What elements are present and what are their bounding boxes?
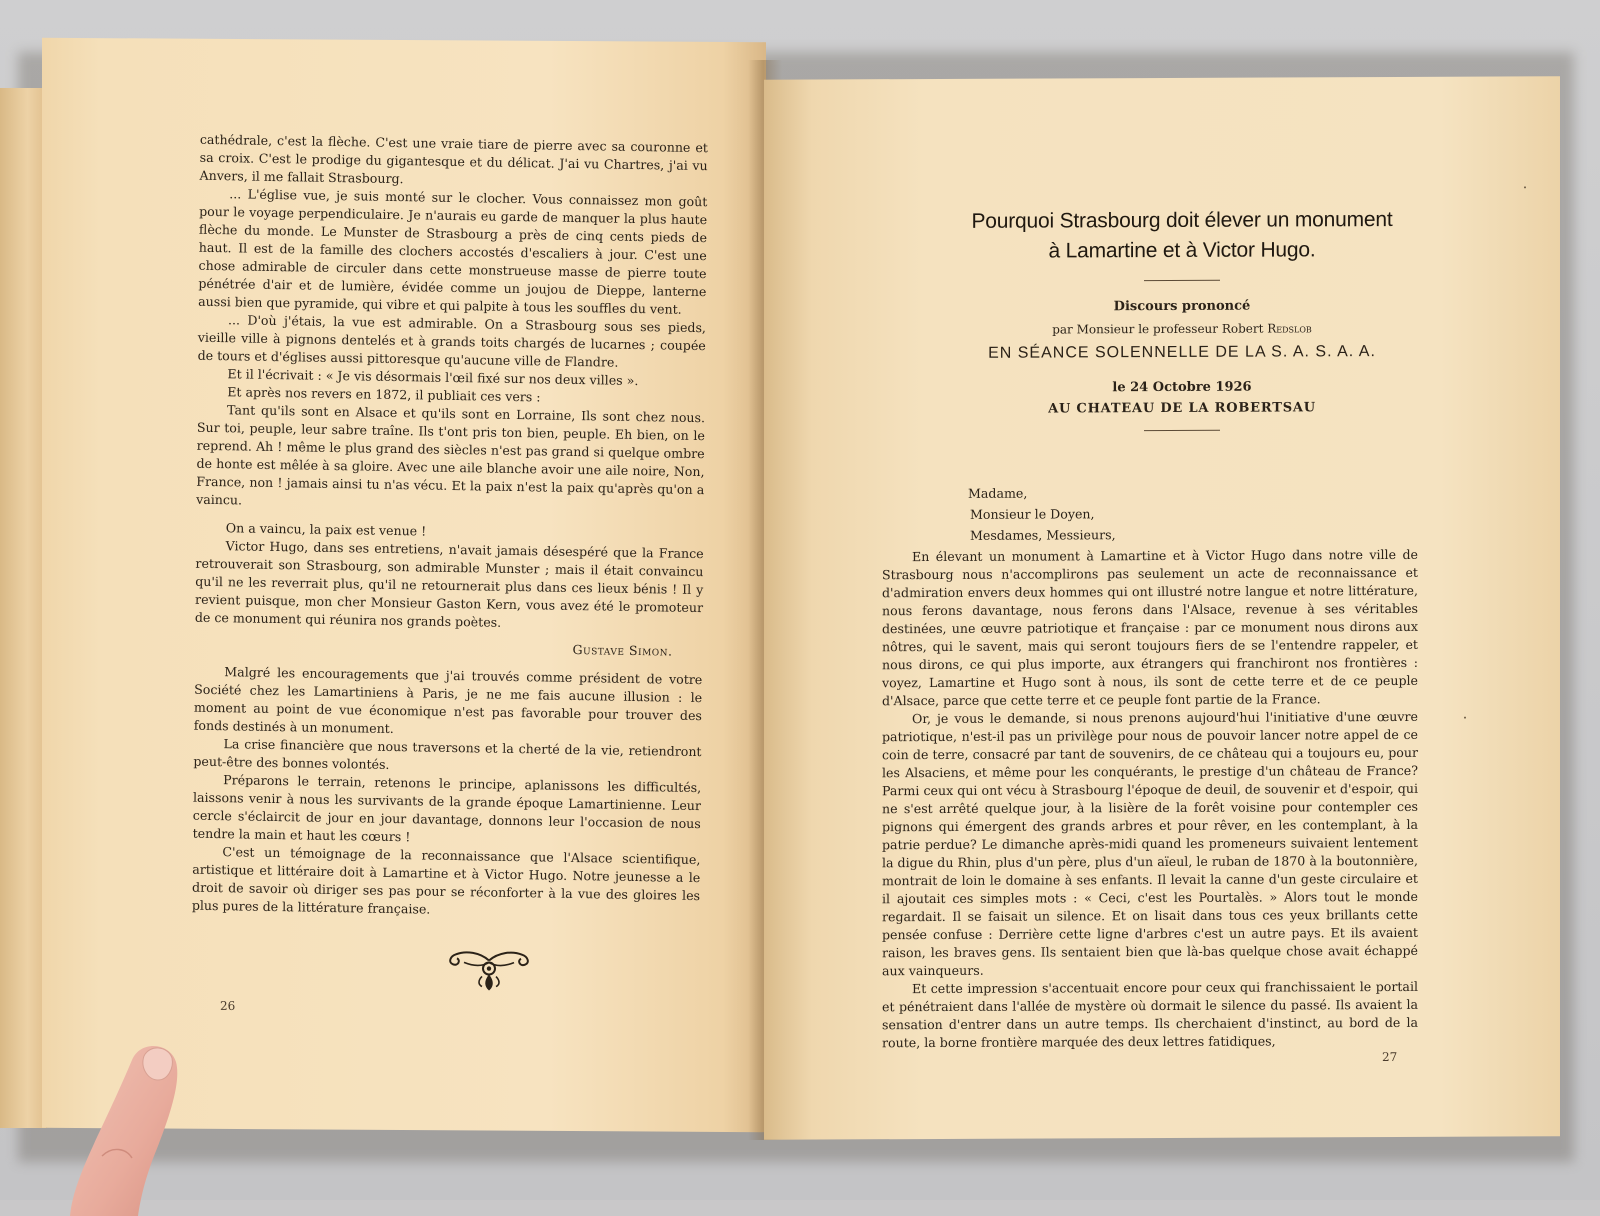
book-page-edges	[0, 88, 47, 1128]
page-number-right: 27	[1382, 1049, 1398, 1065]
salutations	[968, 482, 1116, 546]
salutation-doyen: Monsieur le Doyen,	[970, 506, 1095, 522]
subtitle-par: par Monsieur le professeur Robert	[1052, 321, 1264, 337]
salutation-madame: Madame,	[968, 485, 1028, 501]
left-paragraph-1: cathédrale, c'est la flèche. C'est une vraie tiare de pierre avec sa couronne et sa croix. C'est le prodige du gigantesque et du délicat. J'ai vu Chartres, j'ai vu Anvers, il me fallait Strasbourg.	[199, 131, 708, 187]
left-page	[42, 38, 766, 1132]
subtitle-discours: Discours prononcé	[1113, 298, 1251, 315]
left-page-text	[192, 131, 708, 923]
right-paragraph-2: Or, je vous le demande, si nous prenons aujourd'hui l'initiative d'une œuvre patriotique, n'est-il pas un privilège pour nous de pouvoir lancer notre appel de ce coin de terre, consacré par tant de souvenirs, de ce château qui a toujours eu, pour les Alsaciens, et même pour les conquérants, le prestige d'un château de France? Parmi ceux qui ont vécu à Strasbourg l'époque de deuil, de souvenir et d'espoir, qui ne s'est arrêté quelque jour, à la lisière de la forêt voisine pour contempler ces pignons qui émergent des grands arbres et pour rêver, en les contemplant, à la patrie perdue? Le dimanche après-midi quand les promeneurs suivaient lentement la digue du Rhin, plus d'un père, plus d'un aïeul, le ruban de 1870 à la boutonnière, montrait de loin le domaine à ses enfants. Il levait la canne d'un geste circulaire et il ajoutait ces simples mots : « Ceci, c'est les Pourtalès. » Alors tout le monde regardait. Il se faisait un silence. Et on lisait dans tous ces yeux brillants cette pensée confuse : Derrière cette ligne d'arbres c'est un autre pays. Et ils avaient raison, les braves gens. Ils sentaient bien que là-bas quelque chose avait échappé aux vainqueurs.	[882, 708, 1418, 979]
left-paragraph-11: Préparons le terrain, retenons le principe, aplanissons les difficultés, laissons venir à nous les survivants de la grande époque Lamartinienne. Leur cercle s'éclaircit de jour en jour davantage, donnons leur l'occasion de nous tendre la main et haut les cœurs !	[192, 772, 702, 845]
left-paragraph-3: ... D'où j'étais, la vue est admirable. On a Strasbourg sous ses pieds, vieille ville à pignons dentelés et à grands toits chargés de lucarnes ; coupée de tours et d'églises aussi pittoresque qu'aucune ville de Flandre.	[197, 312, 707, 370]
paper-speck	[1464, 717, 1466, 719]
title-line-1: Pourquoi Strasbourg doit élever un monument	[971, 207, 1393, 233]
left-paragraph-10: La crise financière que nous traversons et la cherté de la vie, retiendront peut-être des bonnes volontés.	[193, 736, 702, 772]
left-paragraph-6: Tant qu'ils sont en Alsace et qu'ils sont en Lorraine, Ils sont chez nous. Sur toi, peuple, leur sabre traîne. Ils t'ont pris ton bien, peuple. Eh bien, on le reprend. Ah ! même le plus grand des siècles n'est pas grand si quelque ombre de honte est mêlée à sa gloire. Avec une aile blanche avoir une aile noire, Non, France, non ! jamais ainsi tu n'as vécu. Et la paix n'est la paix qu'après qu'on a vaincu.	[196, 402, 706, 508]
subtitle-speaker	[892, 321, 1472, 338]
right-paragraph-1: En élevant un monument à Lamartine et à Victor Hugo dans notre ville de Strasbourg nous n'accomplirons pas seulement un acte de reconnaissance et d'admiration envers deux hommes qui ont illustré notre langue et notre littérature, nous ferons davantage, nous ferons dans l'Alsace, revenue à ses véritables destinées, une œuvre patriotique et française : par ce monument nous dirons aux nôtres, qui le savent, mais qui seront toujours fiers de se l'entendre rappeler, et nous dirons, ce qui plus importe, aux étrangers qui franchiront nos frontières : voyez, Lamartine et Hugo sont à nous, ils sont de cette terre et de ce peuple d'Alsace, parce que cette terre et ce peuple font partie de la France.	[882, 546, 1418, 709]
left-paragraph-12: C'est un témoignage de la reconnaissance que l'Alsace scientifique, artistique et littéraire doit à Lamartine et à Victor Hugo. Notre jeunesse a le droit de savoir où diriger ses pas pour se réconforter à la vue des gloires les plus pures de la littérature française.	[191, 844, 701, 917]
right-page-text	[882, 546, 1418, 1052]
right-paragraph-3: Et cette impression s'accentuait encore pour ceux qui franchissaient le portail et pénétraient dans l'allée de mystère où dormait le silence du passé. Ils avaient la sensation d'entrer dans un autre temps. Ils cherchaient d'instinct, au bord de la route, la borne frontière marquée des deux lettres fatidiques,	[882, 978, 1418, 1051]
signature-gustave-simon: Gustave Simon.	[572, 641, 673, 659]
left-paragraph-2: ... L'église vue, je suis monté sur le clocher. Vous connaissez mon goût pour le voyage perpendiculaire. Je n'aurais eu garde de manquer la plus haute flèche du monde. Le Munster de Strasbourg a près de cinq cents pieds de haut. Il est de la famille des clochers accostés d'escaliers à jour. C'est une chose admirable de circuler dans cette monstrueuse masse de pierre toute pénétrée d'air et de lumière, évidée comme un joujou de Dieppe, lanterne aussi bien que pyramide, qui vibre et qui palpite à tous les souffles du vent.	[198, 186, 708, 317]
subtitle-date: le 24 Octobre 1926	[1112, 379, 1252, 396]
subtitle-place: AU CHATEAU DE LA ROBERTSAU	[1048, 400, 1316, 417]
salutation-mesdames: Mesdames, Messieurs,	[970, 527, 1116, 543]
left-paragraph-9: Malgré les encouragements que j'ai trouvés comme président de votre Société chez les Lamartiniens à Paris, je ne me fais aucune illusion : le moment au point de vue économique n'est pas favorable pour trouver des fonds destinés à un monument.	[193, 664, 703, 736]
left-paragraph-7: On a vaincu, la paix est venue !	[225, 520, 427, 539]
page-number-left: 26	[220, 998, 236, 1013]
subtitle-rule	[1144, 430, 1220, 431]
left-paragraph-5: Et après nos revers en 1872, il publiait ces vers :	[227, 384, 541, 405]
title-line-2: à Lamartine et à Victor Hugo.	[1048, 238, 1316, 263]
finger-image	[40, 1036, 190, 1216]
ornament-icon	[444, 946, 534, 995]
subtitle-seance: EN SÉANCE SOLENNELLE DE LA S. A. S. A. A.	[988, 343, 1376, 362]
right-page	[764, 76, 1560, 1139]
heading-block	[892, 205, 1472, 447]
left-paragraph-8: Victor Hugo, dans ses entretiens, n'avait jamais désespéré que la France retrouverait son Strasbourg, son admirable Munster ; mais il était convaincu qu'il ne les reverrait plus, qu'il ne retournerait plus dans ces lieux bénis ! Il y revient puisque, mon cher Monsieur Gaston Kern, vous avez été le promoteur de ce monument qui réunira nos grands poètes.	[194, 538, 704, 630]
title-rule	[1144, 280, 1220, 281]
paper-speck	[1524, 186, 1526, 188]
speaker-surname: Redslob	[1267, 321, 1312, 336]
left-paragraph-4: Et il l'écrivait : « Je vis désormais l'œil fixé sur nos deux villes ».	[227, 366, 639, 389]
